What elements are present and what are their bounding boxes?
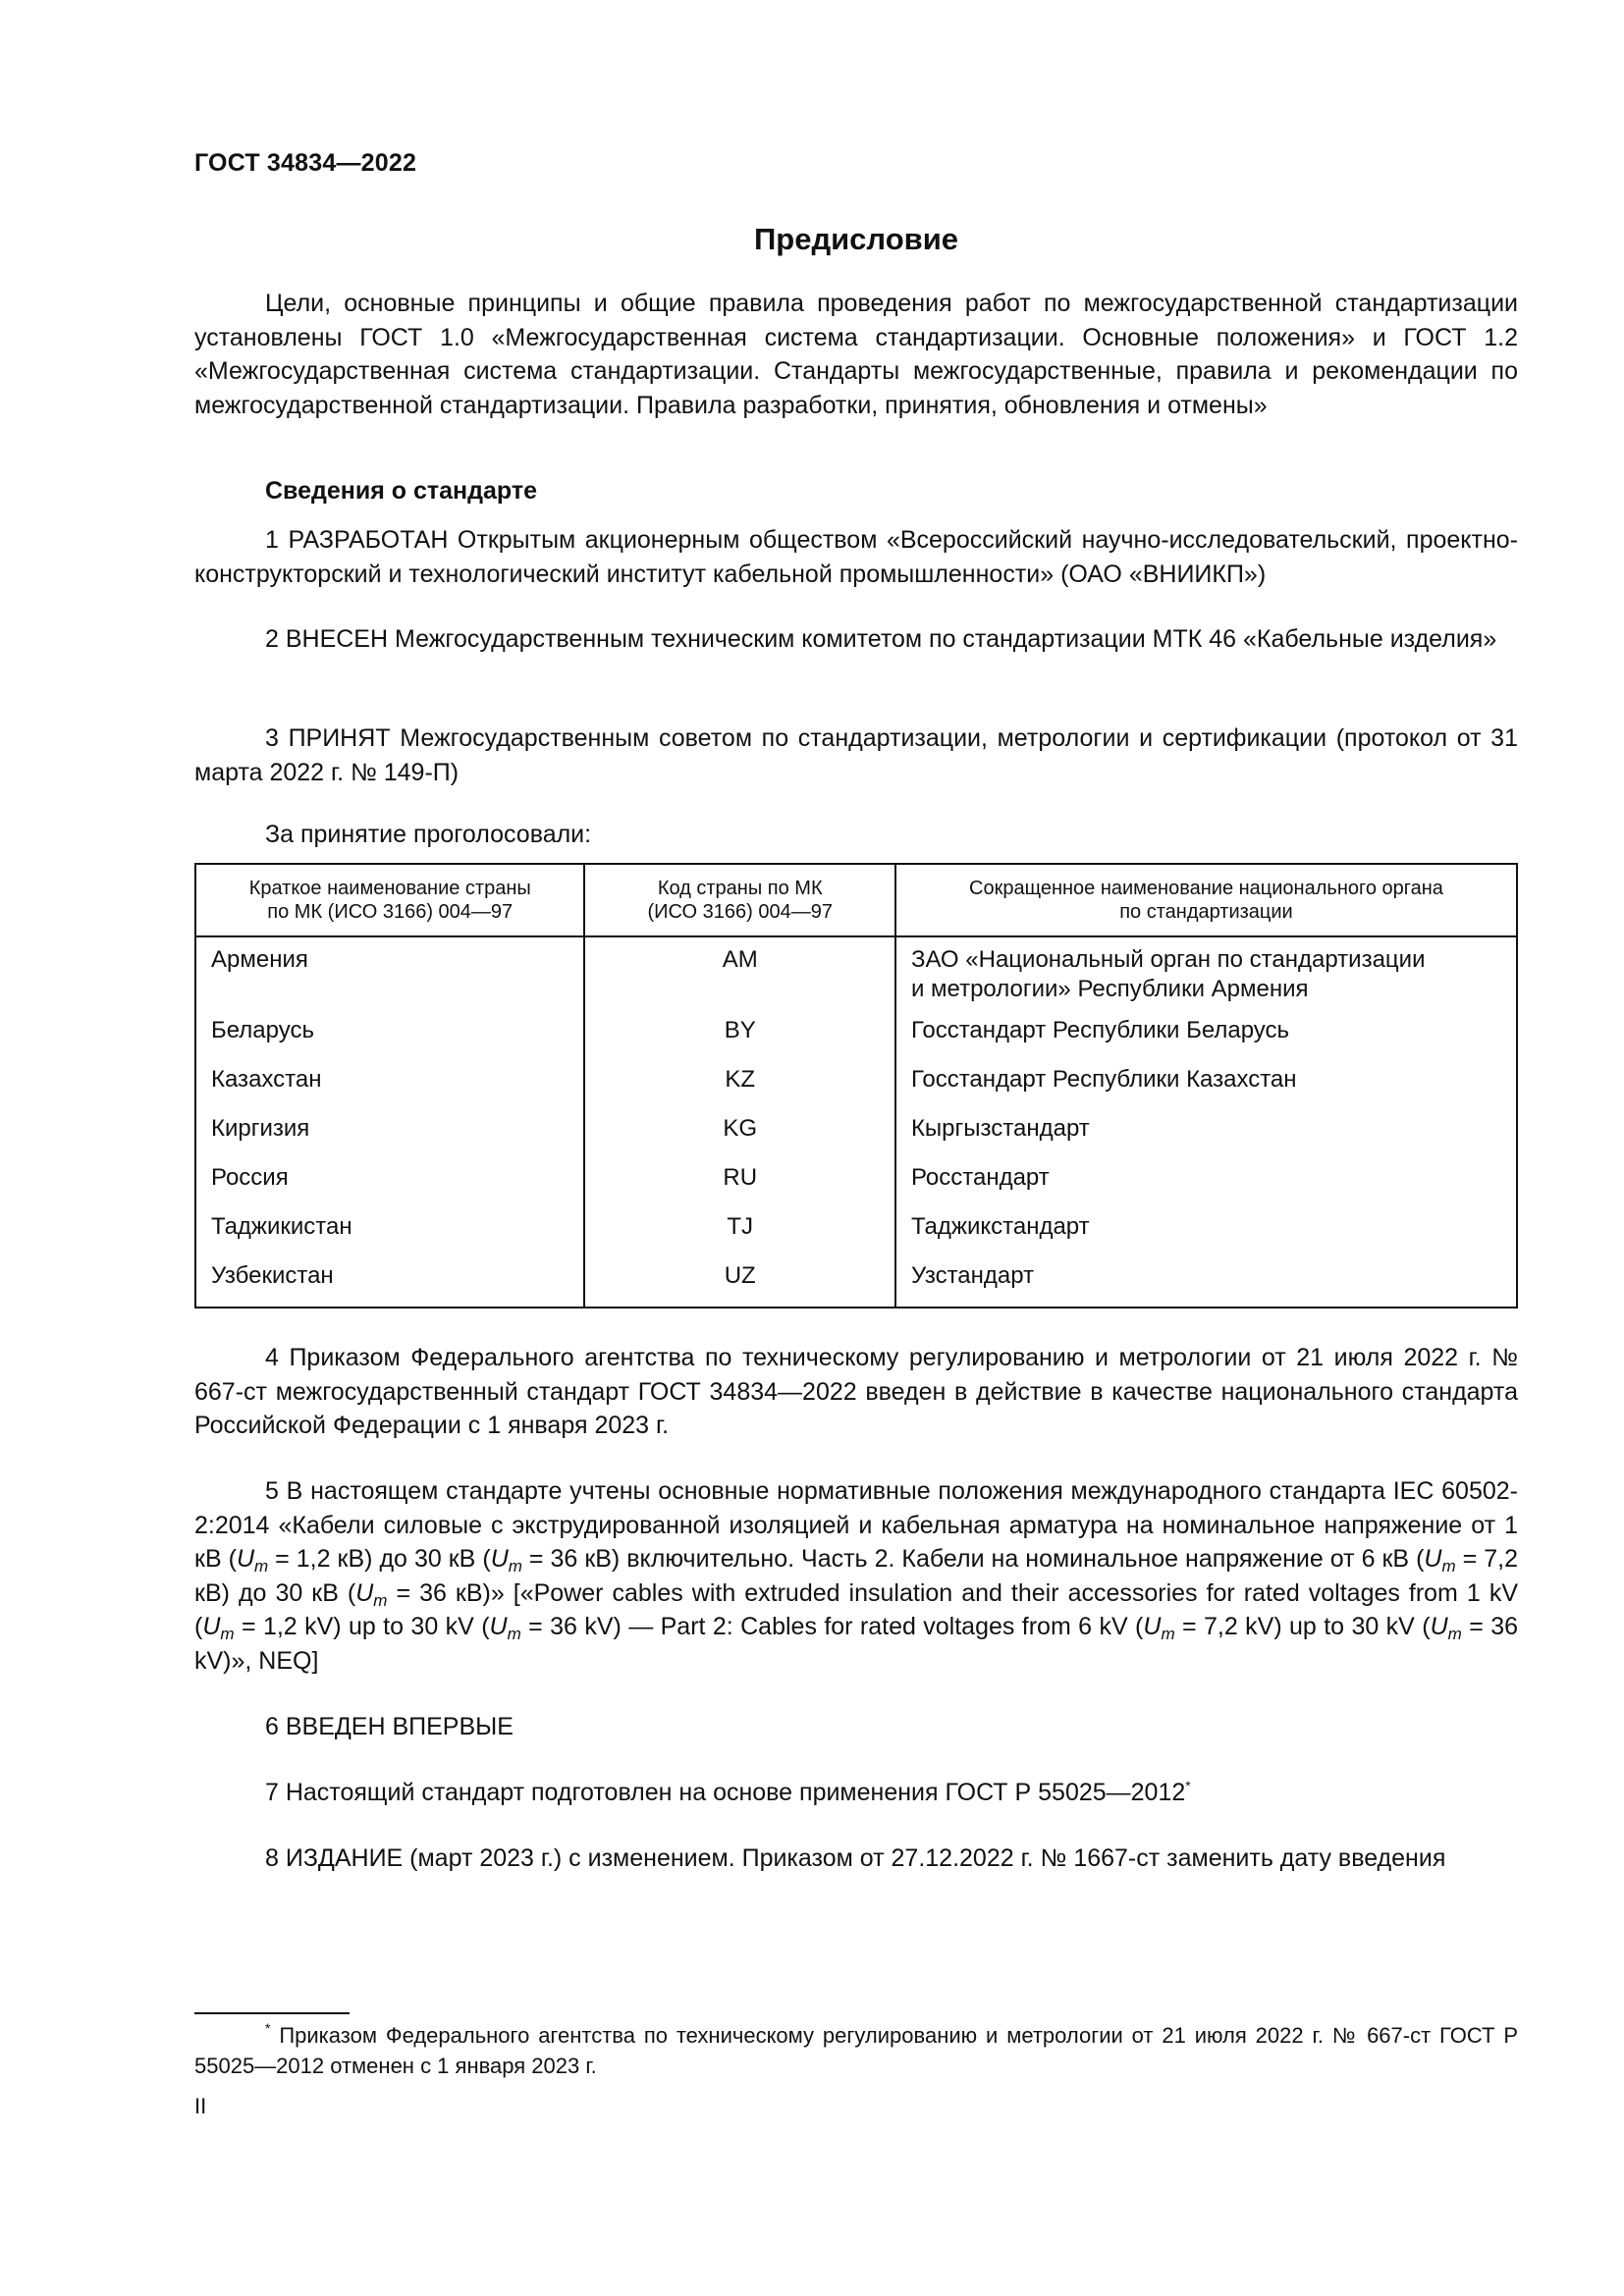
- standard-info-heading: Сведения о стандарте: [265, 477, 538, 505]
- page-title: Предисловие: [753, 222, 958, 256]
- body-cell: Кыргызстандарт: [895, 1114, 1517, 1163]
- footnote-mark: *: [1185, 1778, 1191, 1793]
- voting-countries-table: [194, 863, 1518, 1308]
- code-cell: RU: [584, 1163, 894, 1212]
- code-cell: UZ: [584, 1261, 894, 1308]
- body-cell: ЗАО «Национальный орган по стандартизации и метрологии» Республики Армения: [895, 936, 1517, 1016]
- table-row: [195, 1016, 1517, 1065]
- table-row: [195, 936, 1517, 1016]
- page-number: II: [194, 2094, 207, 2118]
- item-6-first-introduced: 6 ВВЕДЕН ВПЕРВЫЕ: [265, 1713, 514, 1740]
- table-row: [195, 1065, 1517, 1114]
- item-8-edition: 8 ИЗДАНИЕ (март 2023 г.) с изменением. Приказом от 27.12.2022 г. № 1667-ст заменить дату введения: [265, 1844, 1446, 1872]
- country-cell: Киргизия: [195, 1114, 584, 1163]
- country-cell: Армения: [195, 936, 584, 1016]
- item-7-based-on: 7 Настоящий стандарт подготовлен на основе применения ГОСТ Р 55025—2012*: [265, 1778, 1191, 1806]
- document-code-header: ГОСТ 34834—2022: [194, 149, 417, 177]
- table-row: [195, 1114, 1517, 1163]
- country-cell: Россия: [195, 1163, 584, 1212]
- header-country-code: Код страны по МК (ИСО 3166) 004—97: [584, 864, 894, 936]
- item-3-adopted: 3 ПРИНЯТ Межгосударственным советом по стандартизации, метрологии и сертификации (протокол от 31 марта 2022 г. № 149-П): [194, 724, 1518, 786]
- body-cell: Росстандарт: [895, 1163, 1517, 1212]
- footnote: * Приказом Федерального агентства по техническому регулированию и метрологии от 21 июля 2022 г. № 667-ст ГОСТ Р 55025—2012 отменен с 1 января 2023 г.: [194, 2020, 1518, 2078]
- body-cell: Госстандарт Республики Беларусь: [895, 1016, 1517, 1065]
- country-cell: Казахстан: [195, 1065, 584, 1114]
- header-country-name: Краткое наименование страны по МК (ИСО 3166) 004—97: [195, 864, 584, 936]
- code-cell: TJ: [584, 1212, 894, 1261]
- code-cell: AM: [584, 936, 894, 1016]
- item-4-order: 4 Приказом Федерального агентства по техническому регулированию и метрологии от 21 июля 2022 г. № 667-ст межгосударственный стандарт ГОСТ 34834—2022 введен в действие в качестве национального стандарта Российской Федерации с 1 января 2023 г.: [194, 1344, 1518, 1439]
- country-cell: Таджикистан: [195, 1212, 584, 1261]
- body-cell: Узстандарт: [895, 1261, 1517, 1308]
- code-cell: BY: [584, 1016, 894, 1065]
- table-row: [195, 1163, 1517, 1212]
- item-2-submitted: 2 ВНЕСЕН Межгосударственным техническим комитетом по стандартизации МТК 46 «Кабельные изделия»: [265, 625, 1497, 653]
- country-cell: Узбекистан: [195, 1261, 584, 1308]
- code-cell: KZ: [584, 1065, 894, 1114]
- body-cell: Таджикстандарт: [895, 1212, 1517, 1261]
- footnote-divider: [194, 2012, 350, 2014]
- intro-paragraph: Цели, основные принципы и общие правила проведения работ по межгосударственной стандартизации установлены ГОСТ 1.0 «Межгосударственная система стандартизации. Основные положения» и ГОСТ 1.2 «Межгосударственная система стандартизации. Стандарты межгосударственные, правила и рекомендации по межгосударственной стандартизации. Правила разработки, принятия, обновления и отмены»: [194, 290, 1518, 419]
- body-cell: Госстандарт Республики Казахстан: [895, 1065, 1517, 1114]
- table-row: [195, 1212, 1517, 1261]
- table-row: [195, 1261, 1517, 1308]
- item-5-iec-reference: 5 В настоящем стандарте учтены основные нормативные положения международного стандарта IEC 60502-2:2014 «Кабели силовые с экструдированной изоляцией и кабельная арматура на номинальное напряжение от 1 кВ ($U_m = 1,2$ кВ) до 30 кВ ($U_m = 36$ кВ) включительно. Часть 2. Кабели на номинальное напряжение от 6 кВ ($U_m = 7,2$ кВ) до 30 кВ ($U_m = 36$ кВ)» [«Power cables with extruded insulation and their accessories for rated voltages from 1 kV ($U_m = 1,2$ kV) up to 30 kV ($U_m = 36$ kV) — Part 2: Cables for rated voltages from 6 kV ($U_m = 7,2$ kV) up to 30 kV ($U_m = 36$ kV)», NEQ]: [194, 1477, 1519, 1675]
- code-cell: KG: [584, 1114, 894, 1163]
- table-header-row: [195, 864, 1517, 936]
- country-cell: Беларусь: [195, 1016, 584, 1065]
- header-standards-body: Сокращенное наименование национального органа по стандартизации: [895, 864, 1517, 936]
- item-1-developed: 1 РАЗРАБОТАН Открытым акционерным обществом «Всероссийский научно-исследовательский, проектно-конструкторский и технологический институт кабельной промышленности» (ОАО «ВНИИКП»): [194, 526, 1518, 588]
- vote-caption: За принятие проголосовали:: [265, 821, 592, 848]
